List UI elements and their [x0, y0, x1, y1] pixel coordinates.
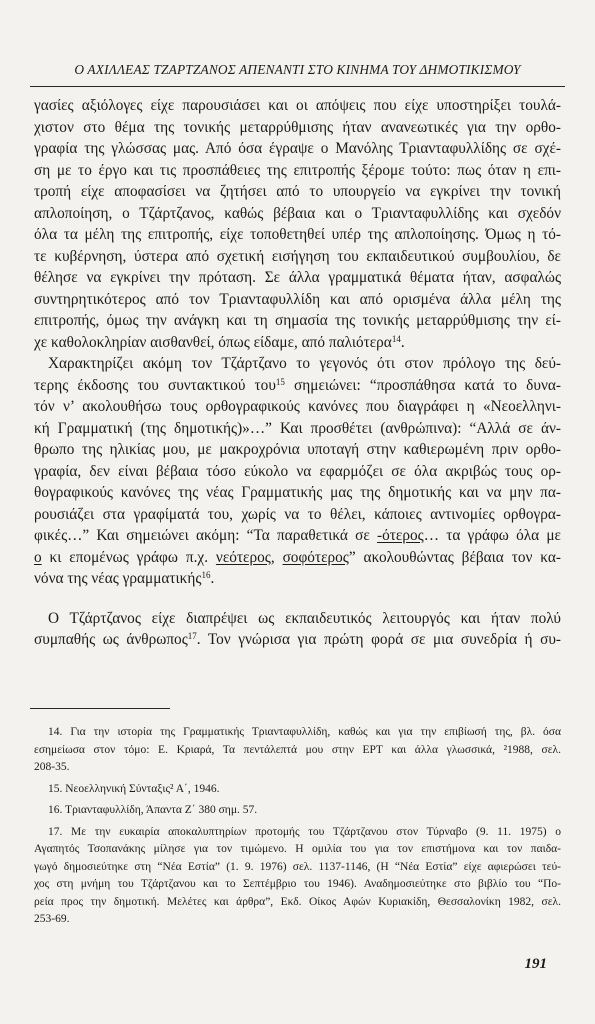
text-segment: .	[210, 570, 215, 587]
footnote-ref-14[interactable]: 14	[391, 333, 401, 344]
text-segment: . Τον γνώρισα για πρώτη φορά σε μια συνεδρία ή συ-	[196, 631, 561, 648]
text-segment: … τα γράφω όλα με	[423, 527, 561, 544]
text-segment: ” ακολουθώντας βέβαια τον κα-	[348, 548, 561, 566]
text-line: τε κυβέρνηση, ύστερα από σχετική εισήγηση του εκπαιδευτικού συμβουλίου, δε	[34, 247, 561, 265]
footnote-line: χος στη μνήμη του Τζάρτζανου και το Σεπτέμβριο του 1946). Αναδημοσιεύτηκε στο βιβλίο του “Πο-	[34, 878, 561, 890]
text-line-last	[34, 568, 561, 590]
text-line	[34, 547, 561, 569]
text-segment: νόνα της νέας γραμματικής	[34, 570, 202, 587]
text-line	[34, 629, 561, 651]
footnote-14	[34, 724, 561, 777]
text-line: επιτροπής, όμως την ανάγκη και τη σημασία της τονικής μεταρρύθμισης την εί-	[34, 312, 561, 329]
footnote-17	[34, 824, 561, 929]
main-text	[34, 95, 561, 651]
footnote-line: ρεία προς την δημοτική. Μελέτες και άρθρα”, Εκδ. Οίκος Αφών Κυριακίδη, Θεσσαλονίκη 1982, σελ.	[34, 895, 561, 908]
footnote-15	[34, 781, 561, 799]
text-line: τόν ν’ ακολουθήσω τους ορθογραφικούς κανόνες που διαγράφει η «Νεοελληνι-	[34, 398, 561, 415]
text-segment: κι επομένως γράφω π.χ.	[41, 548, 216, 566]
footnotes	[34, 724, 561, 933]
text-segment: ,	[270, 548, 283, 566]
text-line: γασίες αξιόλογες είχε παρουσιάσει και οι απόψεις που είχε υποστηρίξει τουλά-	[34, 97, 561, 114]
text-line: γραφία της γλώσσας μας. Από όσα έγραψε ο Μανόλης Τριανταφυλλίδης σε σχέ-	[34, 140, 561, 157]
paragraph-3	[34, 608, 561, 651]
text-line: απλοποίηση, ο Τζάρτζανος, καθώς βέβαια και ο Τριανταφυλλίδης και σχεδόν	[34, 204, 561, 222]
paragraph-2	[34, 353, 561, 590]
footnote-rule	[30, 708, 170, 709]
footnote-line: γωγό δημοσιεύτηκε στη “Νέα Εστία” (1. 9. 1976) σελ. 1137-1146, (Η “Νέα Εστία” είχε αφιερώσει τεύ-	[34, 860, 561, 873]
footnote-line: 16. Τριανταφυλλίδη, Άπαντα Ζ΄ 380 σημ. 57.	[48, 804, 258, 816]
text-line	[34, 525, 561, 547]
text-line: γραφία, δεν είναι βέβαια τόσο εύκολο να εφαρμόζει σε όλα ακριβώς τους ορ-	[34, 462, 561, 480]
text-line: όλα τα μέλη της επιτροπής, είχε τοποθετηθεί υπέρ της απλοποίησης. Όμως η τό-	[34, 226, 561, 243]
text-line: θρωπο της ηλικίας μου, με μακροχρόνια υποταγή στην καθιερωμένη πριν ορθο-	[34, 441, 561, 458]
footnote-ref-17[interactable]: 17	[187, 631, 197, 641]
text-line: Ο Τζάρτζανος είχε διαπρέψει ως εκπαιδευτικός λειτουργός και ήταν πολύ	[48, 609, 561, 627]
text-line: ση με το έργο και τις προσπάθειες της επιτροπής ξέρομε τούτο: πως όταν η επι-	[34, 161, 561, 179]
text-segment: τερης έκδοσης του συντακτικού του	[34, 376, 276, 394]
underlined-term: -ότερος	[377, 527, 424, 544]
text-segment: φικές…” Και σημειώνει ακόμη: “Τα παραθετικά σε	[34, 527, 378, 544]
running-header: Ο ΑΧΙΛΛΕΑΣ ΤΖΑΡΤΖΑΝΟΣ ΑΠΕΝΑΝΤΙ ΣΤΟ ΚΙΝΗΜΑ ΤΟΥ ΔΗΜΟΤΙΚΙΣΜΟΥ	[74, 62, 521, 77]
footnote-line: 15. Νεοελληνική Σύνταξις² Α΄, 1946.	[48, 782, 220, 795]
text-line: κή Γραμματική (της δημοτικής)»…” Και προσθέτει (ανθρώπινα): “Αλλά σε άν-	[34, 419, 561, 437]
footnote-line: εσημείωσα στον τόμο: Ε. Κριαρά, Τα πεντάλεπτά μου στην ΕΡΤ και άλλα γλωσσικά, ²1988, σελ.	[34, 743, 561, 756]
text-segment: χε καθολοκληρίαν αισθανθεί, όπως είδαμε, από παλιότερα	[34, 333, 392, 351]
underlined-term: ο	[34, 548, 42, 566]
underlined-term: νεότερος	[215, 548, 271, 566]
footnote-line: 253-69.	[34, 913, 70, 925]
text-line: ρουσιάζει στα γραφίματά του, χωρίς να το θέλει, κάποιες αντινομίες ορθογρα-	[34, 505, 561, 523]
text-segment: συμπαθής ως άνθρωπος	[34, 631, 188, 648]
text-segment: .	[400, 333, 405, 351]
text-line: Χαρακτηρίζει ακόμη τον Τζάρτζανο το γεγονός ότι στον πρόλογο της δεύ-	[48, 355, 561, 372]
footnote-line: Αγαπητός Τσοπανάκης μίλησε για τον τιμώμενο. Η ομιλία του για τον επιστήμονα και τον παιδα-	[34, 843, 561, 855]
text-segment: σημειώνει: “προσπάθησα κατά το δυνα-	[284, 376, 561, 394]
text-line: θογραφικούς κανόνες της νέας Γραμματικής μας της δημοτικής και να μην πα-	[34, 484, 561, 501]
footnote-line: 17. Με την ευκαιρία αποκαλυπτηρίων προτομής του Τζάρτζανου στον Τύρναβο (9. 11. 1975) ο	[48, 825, 561, 838]
text-line: χιστον στο θέμα της τονικής μεταρρύθμισης ήταν ανανεωτικές για την ορθο-	[34, 118, 561, 136]
footnote-ref-15[interactable]: 15	[275, 376, 285, 387]
text-line	[34, 375, 561, 397]
text-line-last	[34, 332, 561, 354]
text-line: τροπή είχε αποφασίσει να ζητήσει από το υπουργείο να εγκρίνει την τονική	[34, 183, 561, 200]
footnote-16	[34, 802, 561, 820]
footnote-line: 208-35.	[34, 761, 70, 773]
paragraph-1	[34, 95, 561, 353]
header-rule	[30, 86, 565, 87]
text-line: συντηρητικότερος από τον Τριανταφυλλίδη και από ορισμένα άλλα μέλη της	[34, 290, 561, 308]
page-number: 191	[524, 956, 547, 972]
footnote-ref-16[interactable]: 16	[201, 570, 211, 580]
text-line: θέλησε να εγκρίνει την πρόταση. Σε άλλα γραμματικά θέματα ήταν, ασφαλώς	[34, 269, 561, 286]
footnote-line: 14. Για την ιστορία της Γραμματικής Τριανταφυλλίδη, καθώς και για την επιβίωσή της, βλ. όσα	[48, 726, 561, 738]
underlined-term: σοφότερος	[282, 548, 349, 566]
